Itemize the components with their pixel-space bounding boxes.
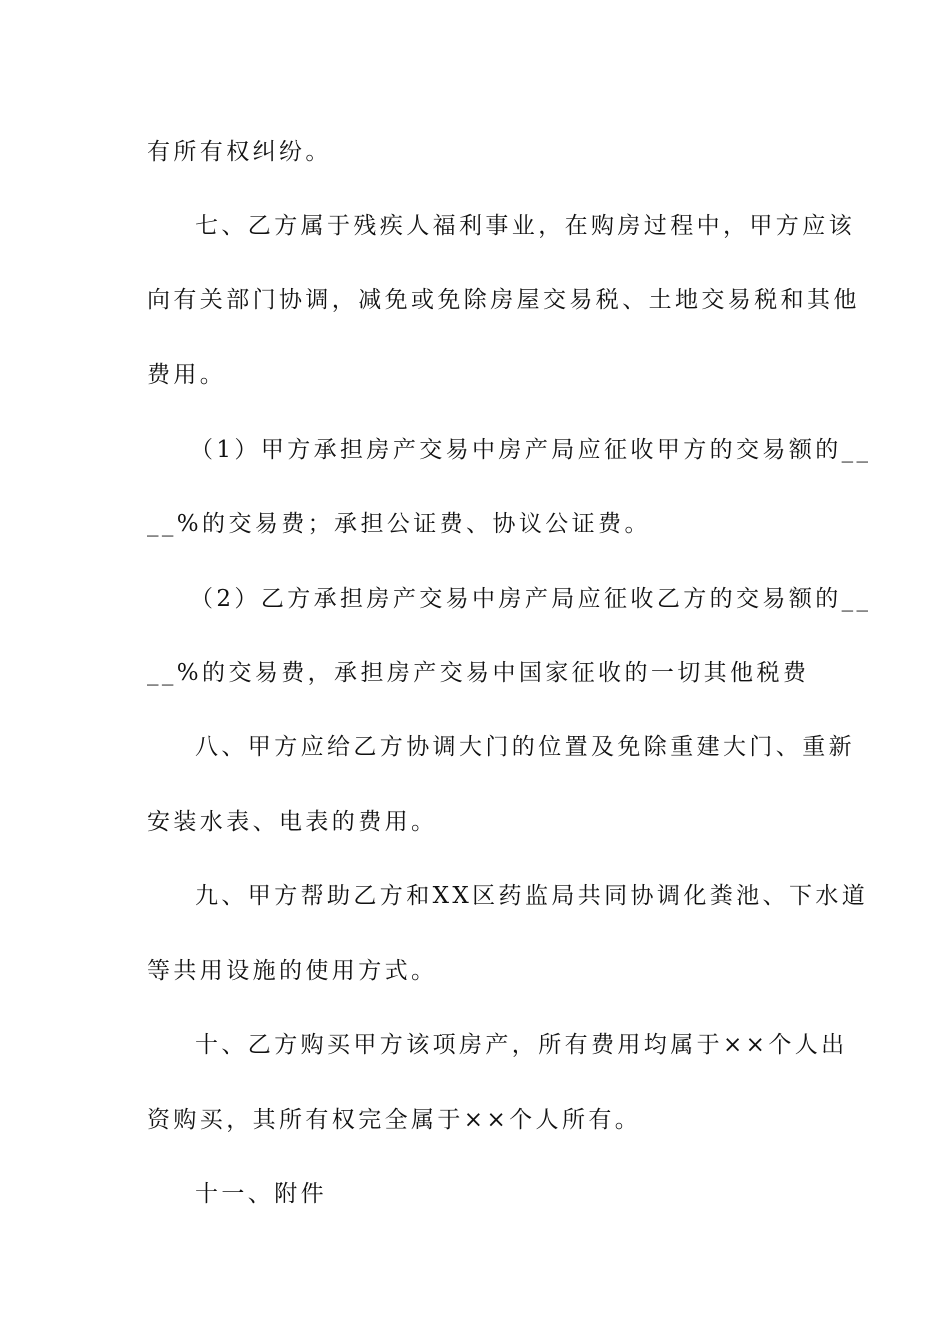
clause-ten-line: 十、乙方购买甲方该项房产，所有费用均属于××个人出 bbox=[195, 1032, 848, 1058]
text-line: 费用。 bbox=[147, 362, 227, 388]
text-line: 向有关部门协调，减免或免除房屋交易税、土地交易税和其他 bbox=[147, 287, 860, 313]
clause-seven-line: 七、乙方属于残疾人福利事业，在购房过程中，甲方应该 bbox=[195, 213, 855, 239]
text-line: __%的交易费；承担公证费、协议公证费。 bbox=[147, 511, 651, 537]
sub-clause-2-line: （2）乙方承担房产交易中房产局应征收乙方的交易额的__ bbox=[190, 586, 872, 612]
text-line: 安装水表、电表的费用。 bbox=[147, 809, 438, 835]
sub-clause-1-line: （1）甲方承担房产交易中房产局应征收甲方的交易额的__ bbox=[190, 437, 872, 463]
clause-nine-line: 九、甲方帮助乙方和XX区药监局共同协调化粪池、下水道 bbox=[195, 883, 869, 909]
text-line: __%的交易费，承担房产交易中国家征收的一切其他税费 bbox=[147, 660, 810, 686]
clause-eleven-heading: 十一、附件 bbox=[195, 1181, 327, 1207]
clause-eight-line: 八、甲方应给乙方协调大门的位置及免除重建大门、重新 bbox=[195, 734, 855, 760]
text-line: 等共用设施的使用方式。 bbox=[147, 958, 438, 984]
text-line: 有所有权纠纷。 bbox=[147, 139, 332, 165]
text-line: 资购买，其所有权完全属于××个人所有。 bbox=[147, 1107, 642, 1133]
